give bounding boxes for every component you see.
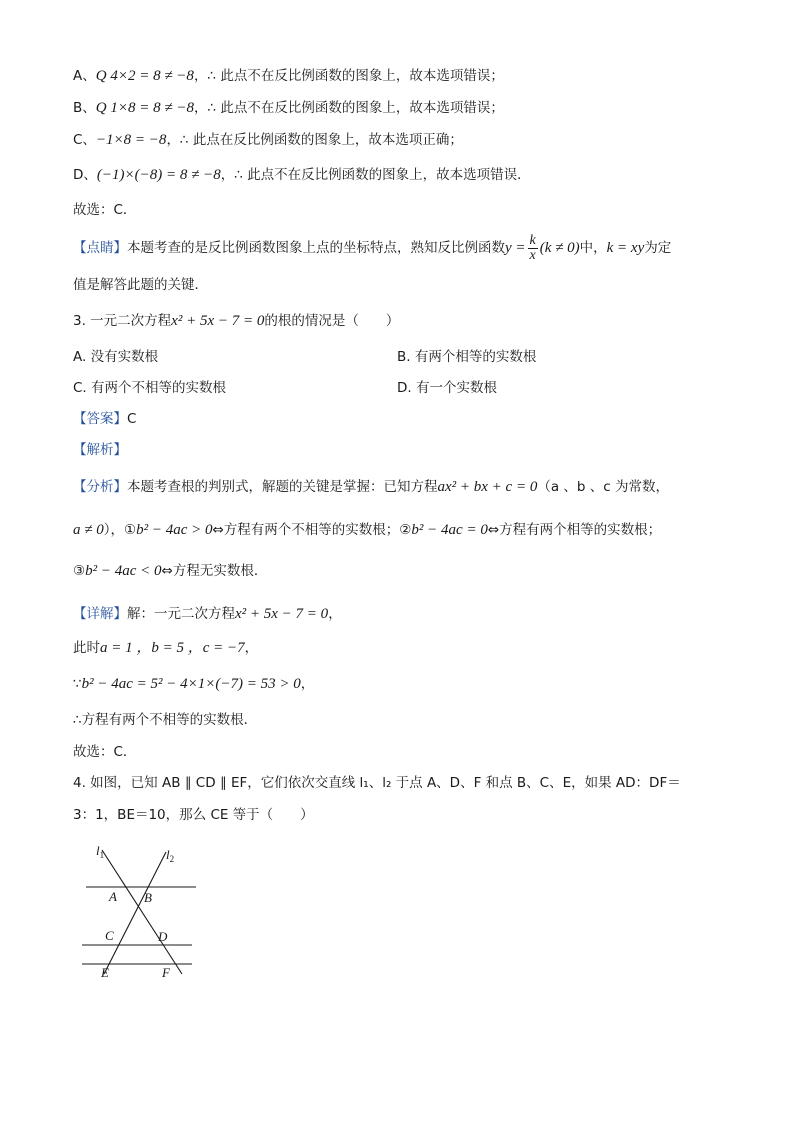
q3-fenxi-line1: 【分析】本题考查根的判别式，解题的关键是掌握：已知方程ax² + bx + c = 0（a 、b 、c 为常数， [73,479,669,495]
q3-stem: 3. 一元二次方程x² + 5x − 7 = 0的根的情况是（ ） [73,313,400,329]
comment-k: k = xy [606,240,645,256]
q3-option-c: C. 有两个不相等的实数根 [73,380,227,396]
parallel-lines-figure [78,838,208,988]
fenxi-tag: 【分析】 [73,479,127,495]
point-d: D [158,929,168,944]
q2-choice: 故选：C． [73,202,137,218]
q3-option-d: D. 有一个实数根 [397,380,497,396]
point-b: B [144,890,152,905]
q3-discriminant: ∵b² − 4ac = 5² − 4×1×(−7) = 53 > 0， [73,676,315,692]
point-f: F [162,965,170,980]
comment-y: y = [505,240,526,256]
label-l2: $l_2$ [166,847,175,864]
q3-fenxi-line3: ③b² − 4ac < 0⇔方程无实数根． [73,563,268,579]
q3-option-b: B. 有两个相等的实数根 [397,349,537,365]
label-l1: $l_1$ [96,843,105,860]
q3-analysis-tag: 【解析】 [73,442,127,458]
answer-tag: 【答案】 [73,411,127,427]
q3-fenxi-line2: a ≠ 0），①b² − 4ac > 0⇔方程有两个不相等的实数根；②b² − 4ac = 0⇔方程有两个相等的实数根； [73,522,662,538]
q4-stem-line2: 3：1，BE＝10，那么 CE 等于（ ） [73,807,314,823]
q2-comment: 【点睛】本题考查的是反比例函数图象上点的坐标特点，熟知反比例函数y = $\frac{k}{x}$ (k ≠ 0)中，k = xy为定 [73,232,672,263]
q2-option-c: C、−1×8 = −8，∴ 此点在反比例函数的图象上，故本选项正确； [73,132,463,148]
comment-tag: 【点睛】 [73,240,127,256]
detail-tag: 【详解】 [73,606,127,622]
transversal-l2 [104,852,166,974]
q2-c-math: −1×8 = −8 [95,132,167,148]
q2-option-d: D、(−1)×(−8) = 8 ≠ −8，∴ 此点不在反比例函数的图象上，故本选项错误． [73,167,531,183]
q2-comment-cont: 值是解答此题的关键． [73,277,208,293]
point-a: A [109,889,117,904]
q2-b-math: Q 1×8 = 8 ≠ −8 [95,100,194,116]
q3-option-a: A. 没有实数根 [73,349,159,365]
point-c: C [105,928,114,943]
q3-equation: x² + 5x − 7 = 0 [171,313,265,329]
q2-d-math: (−1)×(−8) = 8 ≠ −8 [96,167,221,183]
q2-option-a: A、Q 4×2 = 8 ≠ −8，∴ 此点不在反比例函数的图象上，故本选项错误； [73,68,504,84]
q3-conclusion: ∴方程有两个不相等的实数根． [73,712,258,728]
q4-stem-line1: 4. 如图，已知 AB ∥ CD ∥ EF，它们依次交直线 l₁、l₂ 于点 A、D、F 和点 B、C、E，如果 AD：DF＝ [73,775,681,791]
q3-choice: 故选：C． [73,744,137,760]
q3-coefficients: 此时a = 1 ，b = 5 ，c = −7， [73,640,259,656]
q2-option-b: B、Q 1×8 = 8 ≠ −8，∴ 此点不在反比例函数的图象上，故本选项错误； [73,100,504,116]
comment-fraction: $\frac{k}{x}$ [529,232,536,263]
q3-detail: 【详解】解：一元二次方程x² + 5x − 7 = 0， [73,606,342,622]
q2-a-math: Q 4×2 = 8 ≠ −8 [95,68,194,84]
q3-answer: 【答案】C [73,411,137,427]
point-e: E [101,965,109,980]
